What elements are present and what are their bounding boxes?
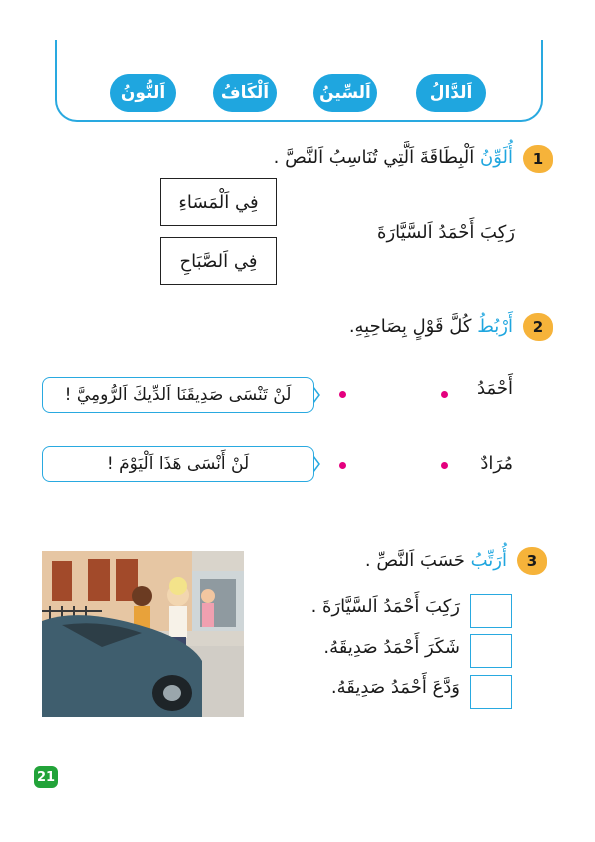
exercise-2-badge: 2 xyxy=(523,313,553,341)
name-ahmed: أَحْمَدُ xyxy=(477,378,513,399)
name-murad: مُرَادٌ xyxy=(480,453,513,474)
order-item-1: رَكِبَ أَحْمَدُ اَلسَّيَّارَةَ . xyxy=(310,596,460,617)
letter-seen[interactable]: اَلسِّينُ xyxy=(313,74,377,112)
order-item-3: وَدَّعَ أَحْمَدُ صَدِيقَهُ. xyxy=(330,677,460,698)
car-illustration xyxy=(42,551,244,717)
order-box-1[interactable] xyxy=(470,594,512,628)
match-dot-quote-2[interactable] xyxy=(339,462,346,469)
card-morning[interactable]: فِي اَلصَّبَاحِ xyxy=(160,237,277,285)
exercise-1-verb: أُلَوِّنُ xyxy=(479,147,513,168)
letter-dal[interactable]: اَلدَّالُ xyxy=(416,74,486,112)
exercise-2-instruction-text: كُلَّ قَوْلٍ بِصَاحِبِهِ. xyxy=(348,316,478,337)
exercise-2-instruction xyxy=(349,316,513,337)
exercise-1-sentence: رَكِبَ أَحْمَدُ اَلسَّيَّارَةَ xyxy=(377,222,515,243)
exercise-3-badge: 3 xyxy=(517,547,547,575)
page-number: 21 xyxy=(34,766,58,788)
exercise-3-verb: أُرَتِّبُ xyxy=(470,550,507,571)
letter-kaf[interactable]: اَلْكَافُ xyxy=(213,74,277,112)
match-dot-ahmed[interactable] xyxy=(441,391,448,398)
exercise-1-instruction xyxy=(274,147,513,168)
exercise-2-verb: أَرْبُطُ xyxy=(477,316,513,337)
order-box-2[interactable] xyxy=(470,634,512,668)
quote-bubble-2: لَنْ أَنْسَى هَذَا اَلْيَوْمَ ! xyxy=(42,446,314,482)
exercise-3-instruction xyxy=(365,550,507,571)
exercise-3-instruction-text: حَسَبَ اَلنَّصِّ . xyxy=(364,550,471,571)
exercise-1-badge: 1 xyxy=(523,145,553,173)
card-evening[interactable]: فِي اَلْمَسَاءِ xyxy=(160,178,277,226)
order-item-2: شَكَرَ أَحْمَدُ صَدِيقَهُ. xyxy=(323,637,460,658)
letter-noon[interactable]: اَلنُّونُ xyxy=(110,74,176,112)
order-box-3[interactable] xyxy=(470,675,512,709)
match-dot-quote-1[interactable] xyxy=(339,391,346,398)
exercise-1-instruction-text: اَلْبِطَاقَةَ اَلَّتِي تُنَاسِبُ اَلنَّصَّ . xyxy=(273,147,480,168)
match-dot-murad[interactable] xyxy=(441,462,448,469)
quote-bubble-1: لَنْ تَنْسَى صَدِيقَنَا اَلدِّيكَ اَلرُّومِيَّ ! xyxy=(42,377,314,413)
